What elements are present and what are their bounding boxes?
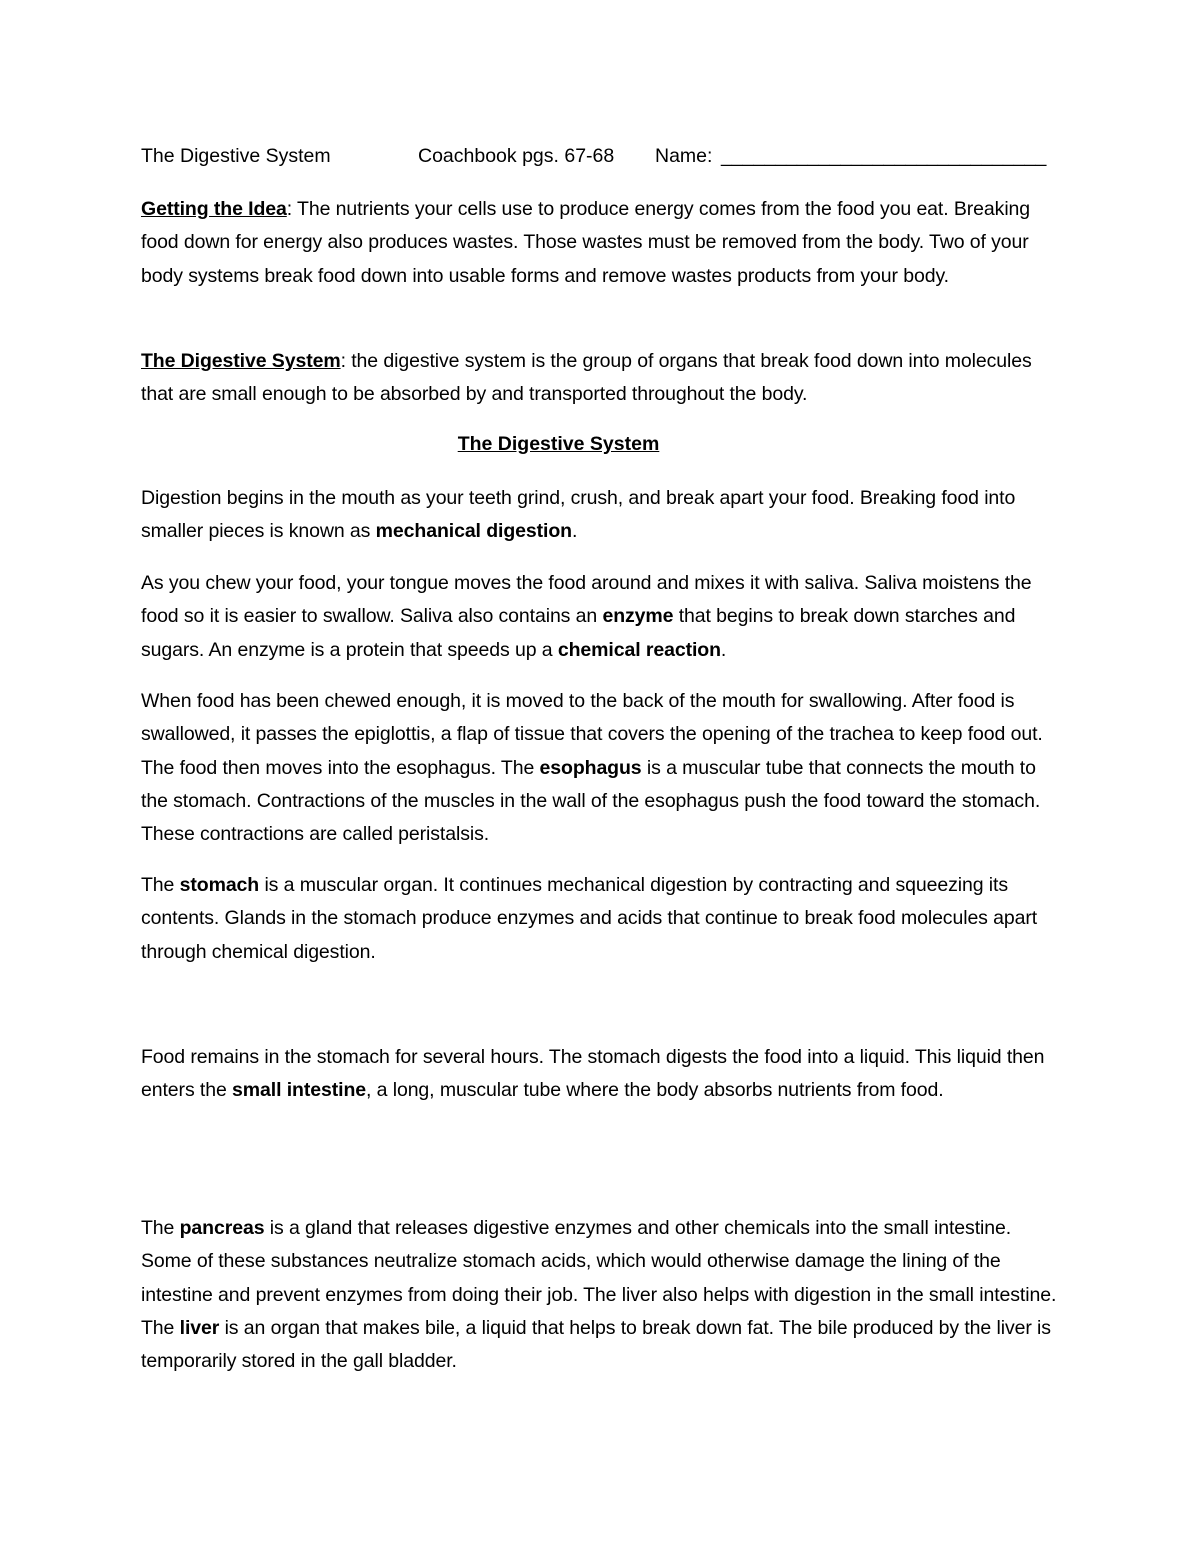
term-chemical-reaction: chemical reaction: [557, 638, 721, 661]
term-esophagus: esophagus: [539, 756, 642, 779]
definition-text: the digestive system is the group of organs that break food down into molecules that are small enough to be absorbed by and transported throughout the body.: [141, 350, 1032, 406]
paragraph-mechanical-digestion: [141, 482, 1066, 549]
p2-text-b: that begins to break down starches and sugars. An enzyme is a protein that speeds up a: [141, 605, 1016, 661]
header-name-blank: ______________________________: [721, 145, 1047, 167]
header-name-label: Name:: [655, 145, 713, 167]
intro-paragraph: [141, 193, 1066, 293]
intro-label: Getting the Idea: [141, 198, 287, 220]
p2-text-a: As you chew your food, your tongue moves the food around and mixes it with saliva. Saliva moistens the food so it is easier to swallow. Saliva also contains an: [141, 572, 1032, 628]
section-heading: The Digestive System: [457, 433, 660, 455]
definition-paragraph: [141, 345, 1066, 412]
header-title: The Digestive System: [141, 145, 331, 167]
p3-text-a: When food has been chewed enough, it is moved to the back of the mouth for swallowing. After food is swallowed, it passes the epiglottis, a flap of tissue that covers the opening of the trachea to keep food out. The food then moves into the esophagus. The: [141, 690, 1043, 779]
p5-text-b: , a long, muscular tube where the body absorbs nutrients from food.: [366, 1079, 944, 1102]
paragraph-esophagus: [141, 685, 1066, 851]
p4-text-b: is a muscular organ. It continues mechanical digestion by contracting and squeezing its contents. Glands in the stomach produce enzymes and acids that continue to break food molecules apart through chemical digestion.: [141, 874, 1038, 963]
p6-text-c: is an organ that makes bile, a liquid that helps to break down fat. The bile produced by the liver is temporarily stored in the gall bladder.: [141, 1316, 1051, 1373]
intro-colon: :: [286, 198, 293, 220]
term-enzyme: enzyme: [602, 605, 674, 628]
p1-text-b: .: [571, 520, 578, 543]
header-pages: Coachbook pgs. 67-68: [418, 145, 615, 167]
paragraph-saliva: [141, 567, 1066, 667]
p6-text-b: is a gland that releases digestive enzymes and other chemicals into the small intestine. Some of these substances neutralize stomach acids, which would otherwise damage the lining of the intestine and prevent enzymes from doing their job. The liver also helps with digestion in the small intestine. The: [141, 1217, 1057, 1339]
term-pancreas: pancreas: [179, 1217, 265, 1239]
p5-text-a: Food remains in the stomach for several hours. The stomach digests the food into a liquid. This liquid then enters the: [141, 1046, 1045, 1102]
p2-text-c: .: [720, 638, 727, 661]
p6-text-a: The: [141, 1217, 180, 1239]
paragraph-pancreas-liver: [141, 1212, 1066, 1378]
term-liver: liver: [179, 1316, 220, 1339]
definition-label: The Digestive System: [141, 350, 341, 372]
p4-text-a: The: [141, 874, 180, 896]
term-mechanical-digestion: mechanical digestion: [375, 520, 572, 543]
intro-text: The nutrients your cells use to produce energy comes from the food you eat. Breaking food down for energy also produces wastes. Those wastes must be removed from the body. Two of your body systems break food down into usable forms and remove wastes products from your body.: [141, 198, 1031, 287]
term-stomach: stomach: [179, 874, 260, 896]
term-small-intestine: small intestine: [232, 1079, 367, 1102]
paragraph-small-intestine: [141, 1041, 1066, 1108]
p3-text-b: is a muscular tube that connects the mouth to the stomach. Contractions of the muscles in the wall of the esophagus push the food toward the stomach. These contractions are called peristalsis.: [141, 756, 1041, 846]
p1-text-a: Digestion begins in the mouth as your teeth grind, crush, and break apart your food. Breaking food into smaller pieces is known as: [141, 487, 1016, 543]
paragraph-stomach: [141, 869, 1066, 969]
definition-colon: :: [340, 350, 346, 372]
